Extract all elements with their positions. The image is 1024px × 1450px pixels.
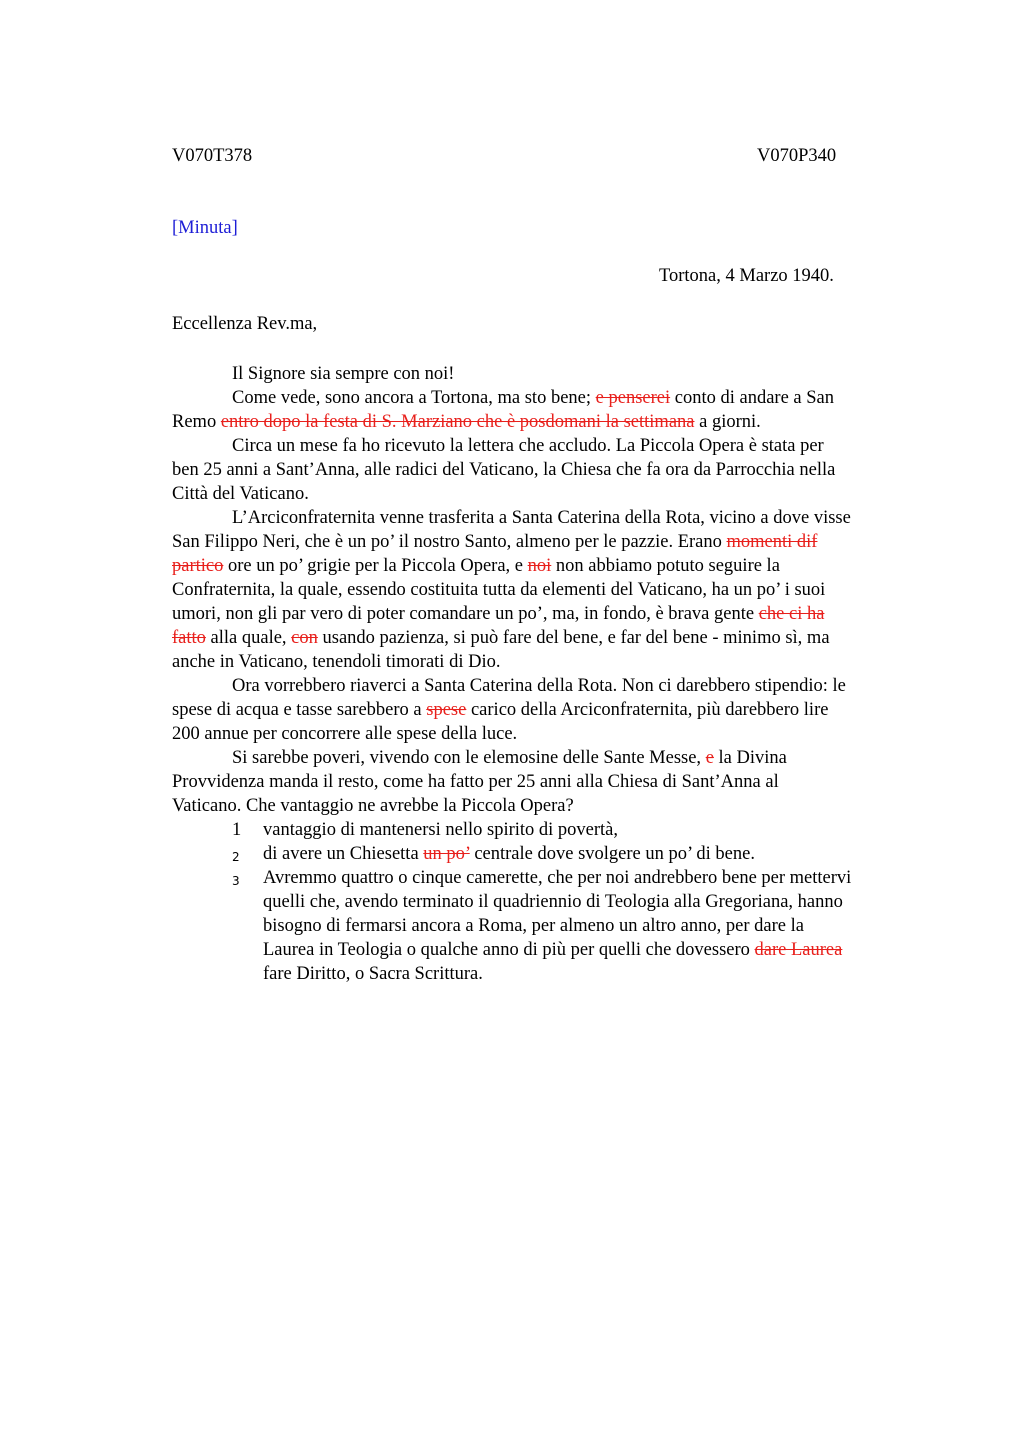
deleted-text: momenti dif <box>726 532 818 552</box>
paragraph-line <box>172 698 932 722</box>
body-text: Come vede, sono ancora a Tortona, ma sto bene; <box>232 388 592 408</box>
list-item-text <box>263 938 842 962</box>
list-item-continuation <box>172 890 932 914</box>
body-text: Circa un mese fa ho ricevuto la lettera che accludo. La Piccola Opera è stata per <box>232 436 824 456</box>
body-text: ore un po’ grigie per la Piccola Opera, e <box>228 556 524 576</box>
body-text: carico della Arciconfraternita, più darebbero lire <box>470 700 829 720</box>
body-text: alla quale, <box>210 628 287 648</box>
list-item-text: fare Diritto, o Sacra Scrittura. <box>263 964 483 984</box>
list-item-text: Avremmo quattro o cinque camerette, che per noi andrebbero bene per mettervi <box>263 868 852 888</box>
paragraph-line <box>172 554 932 578</box>
body-text: a giorni. <box>699 412 761 432</box>
body-text: Ora vorrebbero riaverci a Santa Caterina della Rota. Non ci darebbero stipendio: le <box>232 676 846 696</box>
body-text: Città del Vaticano. <box>172 484 309 504</box>
deleted-text: e penserei <box>595 388 671 408</box>
body-text: la Divina <box>718 748 787 768</box>
paragraph-line <box>172 746 932 770</box>
deleted-text: fatto <box>172 628 206 648</box>
paragraph-line <box>172 722 932 746</box>
paragraph-line <box>172 410 932 434</box>
body-text: Confraternita, la quale, essendo costituita tutta da elementi del Vaticano, ha un po’ i suoi <box>172 580 826 600</box>
paragraph-line <box>172 362 932 386</box>
draft-label: [Minuta] <box>172 218 238 238</box>
letter-body <box>172 362 932 986</box>
deleted-text: che ci ha <box>758 604 825 624</box>
paragraph-line <box>172 650 932 674</box>
list-item-text: quelli che, avendo terminato il quadriennio di Teologia alla Gregoriana, hanno <box>263 892 843 912</box>
list-number: 2 <box>232 850 240 864</box>
body-text: non abbiamo potuto seguire la <box>555 556 780 576</box>
body-text: di avere un Chiesetta <box>263 844 419 864</box>
letter-date: Tortona, 4 Marzo 1940. <box>659 266 834 286</box>
paragraph-line <box>172 674 932 698</box>
body-text: umori, non gli par vero di poter comandare un po’, ma, in fondo, è brava gente <box>172 604 755 624</box>
deleted-text: un po’ <box>423 844 470 864</box>
paragraph-line <box>172 770 932 794</box>
list-item-text: vantaggio di mantenersi nello spirito di povertà, <box>263 820 619 840</box>
list-item-continuation <box>172 914 932 938</box>
body-text: Remo <box>172 412 217 432</box>
body-text: centrale dove svolgere un po’ di bene. <box>474 844 755 864</box>
paragraph-line <box>172 626 932 650</box>
list-item-text: bisogno di fermarsi ancora a Roma, per almeno un altro anno, per dare la <box>263 916 804 936</box>
body-text: Provvidenza manda il resto, come ha fatto per 25 anni alla Chiesa di Sant’Anna al <box>172 772 779 792</box>
body-text: Laurea in Teologia o qualche anno di più per quelli che dovessero <box>263 940 750 960</box>
body-text: 200 annue per concorrere alle spese della luce. <box>172 724 518 744</box>
paragraph-line <box>172 530 932 554</box>
list-number: 1 <box>232 820 242 840</box>
deleted-text: dare Laurea <box>754 940 843 960</box>
paragraph-line <box>172 602 932 626</box>
header-left-code: V070T378 <box>172 146 253 166</box>
body-text: ben 25 anni a Sant’Anna, alle radici del Vaticano, la Chiesa che fa ora da Parrocchia nella <box>172 460 836 480</box>
body-text: spese di acqua e tasse sarebbero a <box>172 700 422 720</box>
body-text: anche in Vaticano, tenendoli timorati di Dio. <box>172 652 501 672</box>
paragraph-line <box>172 578 932 602</box>
paragraph-line <box>172 458 932 482</box>
paragraph-line <box>172 506 932 530</box>
list-item <box>172 866 932 890</box>
deleted-text: partico <box>172 556 224 576</box>
list-item <box>172 842 932 866</box>
list-item <box>172 818 932 842</box>
list-number: 3 <box>232 874 240 888</box>
body-text: Vaticano. Che vantaggio ne avrebbe la Piccola Opera? <box>172 796 574 816</box>
salutation: Eccellenza Rev.ma, <box>172 314 318 334</box>
paragraph-line <box>172 434 932 458</box>
body-text: Si sarebbe poveri, vivendo con le elemosine delle Sante Messe, <box>232 748 702 768</box>
header-right-code: V070P340 <box>757 146 837 166</box>
list-item-text <box>263 842 755 866</box>
body-text: San Filippo Neri, che è un po’ il nostro Santo, almeno per le pazzie. Erano <box>172 532 722 552</box>
paragraph-line <box>172 386 932 410</box>
deleted-text: con <box>291 628 318 648</box>
body-text: conto di andare a San <box>674 388 834 408</box>
list-item-continuation <box>172 938 932 962</box>
list-item-continuation <box>172 962 932 986</box>
deleted-text: noi <box>527 556 552 576</box>
paragraph-line <box>172 482 932 506</box>
deleted-text: e <box>705 748 714 768</box>
body-text: L’Arciconfraternita venne trasferita a Santa Caterina della Rota, vicino a dove visse <box>232 508 851 528</box>
body-text: Il Signore sia sempre con noi! <box>232 364 455 384</box>
deleted-text: spese <box>426 700 467 720</box>
body-text: usando pazienza, si può fare del bene, e far del bene - minimo sì, ma <box>322 628 830 648</box>
paragraph-line <box>172 794 932 818</box>
deleted-text: entro dopo la festa di S. Marziano che è posdomani la settimana <box>220 412 695 432</box>
